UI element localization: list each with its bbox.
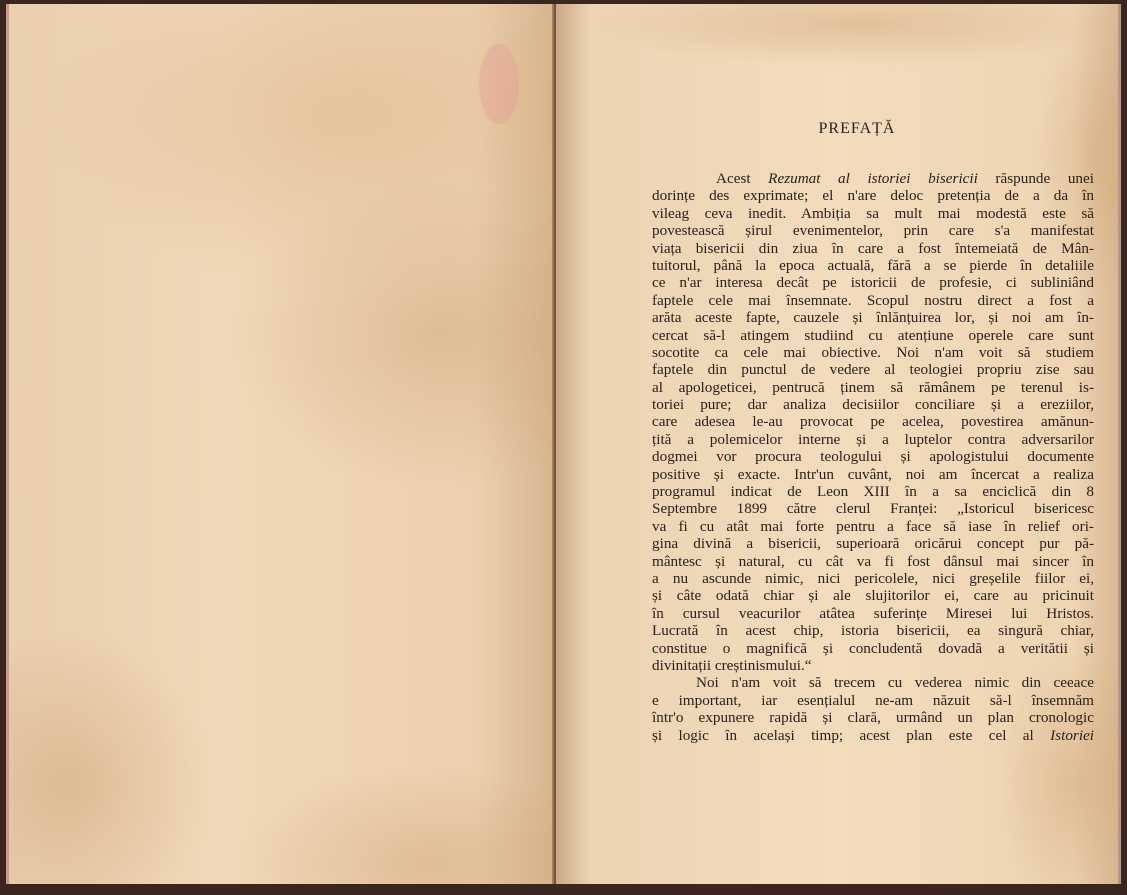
text-line: vileag ceva inedit. Ambiția sa mult mai modestă este să: [652, 204, 1094, 222]
preface-text: [652, 170, 1094, 744]
text-line: faptele cele mai însemnate. Scopul nostru direct a fost a: [652, 291, 1094, 309]
text-line: dogmei vor procura teologului și apologistului documente: [652, 448, 1094, 466]
italic-title: Istoriei: [1050, 726, 1094, 744]
text-line: Septembre 1899 către clerul Franței: „Istoricul bisericesc: [652, 500, 1094, 518]
text-line: constitue o magnifică și concludentă dovadă a veritătii și: [652, 639, 1094, 657]
text-line: țită a polemicelor interne și a luptelor contra adversarilor: [652, 430, 1094, 448]
text-line: divinitații creștinismului.“: [652, 656, 812, 674]
text-line: Noi n'am voit să trecem cu vederea nimic din ceeace: [696, 674, 1094, 692]
italic-title: Rezumat al istoriei bisericii: [768, 170, 978, 187]
text-line: povestească șirul evenimentelor, prin care s'a manifestat: [652, 222, 1094, 240]
page-title: PREFAȚĂ: [818, 120, 896, 137]
text-line: într'o expunere rapidă și clară, urmând un plan cronologic: [652, 709, 1094, 727]
text-line: al apologeticei, pentrucă ținem să rămânem pe terenul is-: [652, 378, 1094, 396]
text-line: e important, iar esențialul ne-am năzuit să-l însemnăm: [652, 691, 1094, 709]
text-line: toriei pure; dar analiza decisiilor conciliare și a ereziilor,: [652, 396, 1094, 414]
text-line: viața bisericii din ziua în care a fost întemeiată de Mân-: [652, 239, 1094, 257]
text-line: gina divină a bisericii, superioară oricărui concept pur pă-: [652, 535, 1094, 553]
left-page-blank: [6, 4, 557, 884]
text-line: faptele din punctul de vedere al teologiei propriu zise sau: [652, 361, 1094, 379]
text-line: cercat să-l atingem studiind cu atențiune operele care sunt: [652, 326, 1094, 344]
text-line: mântesc și natural, cu cât va fi fost dânsul mai sincer în: [652, 552, 1094, 570]
text-line: a nu ascunde nimic, nici pericolele, nici greșelile fiilor ei,: [652, 569, 1094, 587]
text-line: programul indicat de Leon XIII în a sa enciclică din 8: [652, 483, 1094, 501]
text-line: socotite ca cele mai obiective. Noi n'am voit să studiem: [652, 343, 1094, 361]
stain-mark: [479, 44, 519, 124]
text-line: care adesea le-au provocat pe acelea, povestirea amănun-: [652, 413, 1094, 431]
right-page: [556, 4, 1121, 884]
text-line: [652, 727, 1094, 744]
text-line: arăta aceste fapte, cauzele și înlănțuirea lor, și noi am în-: [652, 309, 1094, 327]
text-segment: Acest: [716, 170, 769, 187]
text-line: positive și exacte. Intr'un cuvânt, noi am încercat a realiza: [652, 465, 1094, 483]
text-line: și câte odată chiar și ale slujitorilor ei, care au pricinuit: [652, 587, 1094, 605]
text-line: ce n'ar interesa decât pe istoricii de profesie, ci subliniând: [652, 274, 1094, 292]
text-segment: răspunde unei: [977, 170, 1094, 187]
text-line: dorințe des exprimate; el n'are deloc pretenția de a da în: [652, 187, 1094, 205]
text-line: tuitorul, până la epoca actuală, fără a se pierde în detaliile: [652, 256, 1094, 274]
text-segment: și logic în același timp; acest plan este cel al: [652, 726, 1051, 744]
text-line: Lucrată în acest chip, istoria bisericii, ea singură chiar,: [652, 622, 1094, 640]
text-line: în cursul veacurilor atâtea suferințe Miresei lui Hristos.: [652, 604, 1094, 622]
text-line: va fi cu atât mai forte pentru a face să iase în relief ori-: [652, 517, 1094, 535]
text-line: [652, 170, 1094, 187]
